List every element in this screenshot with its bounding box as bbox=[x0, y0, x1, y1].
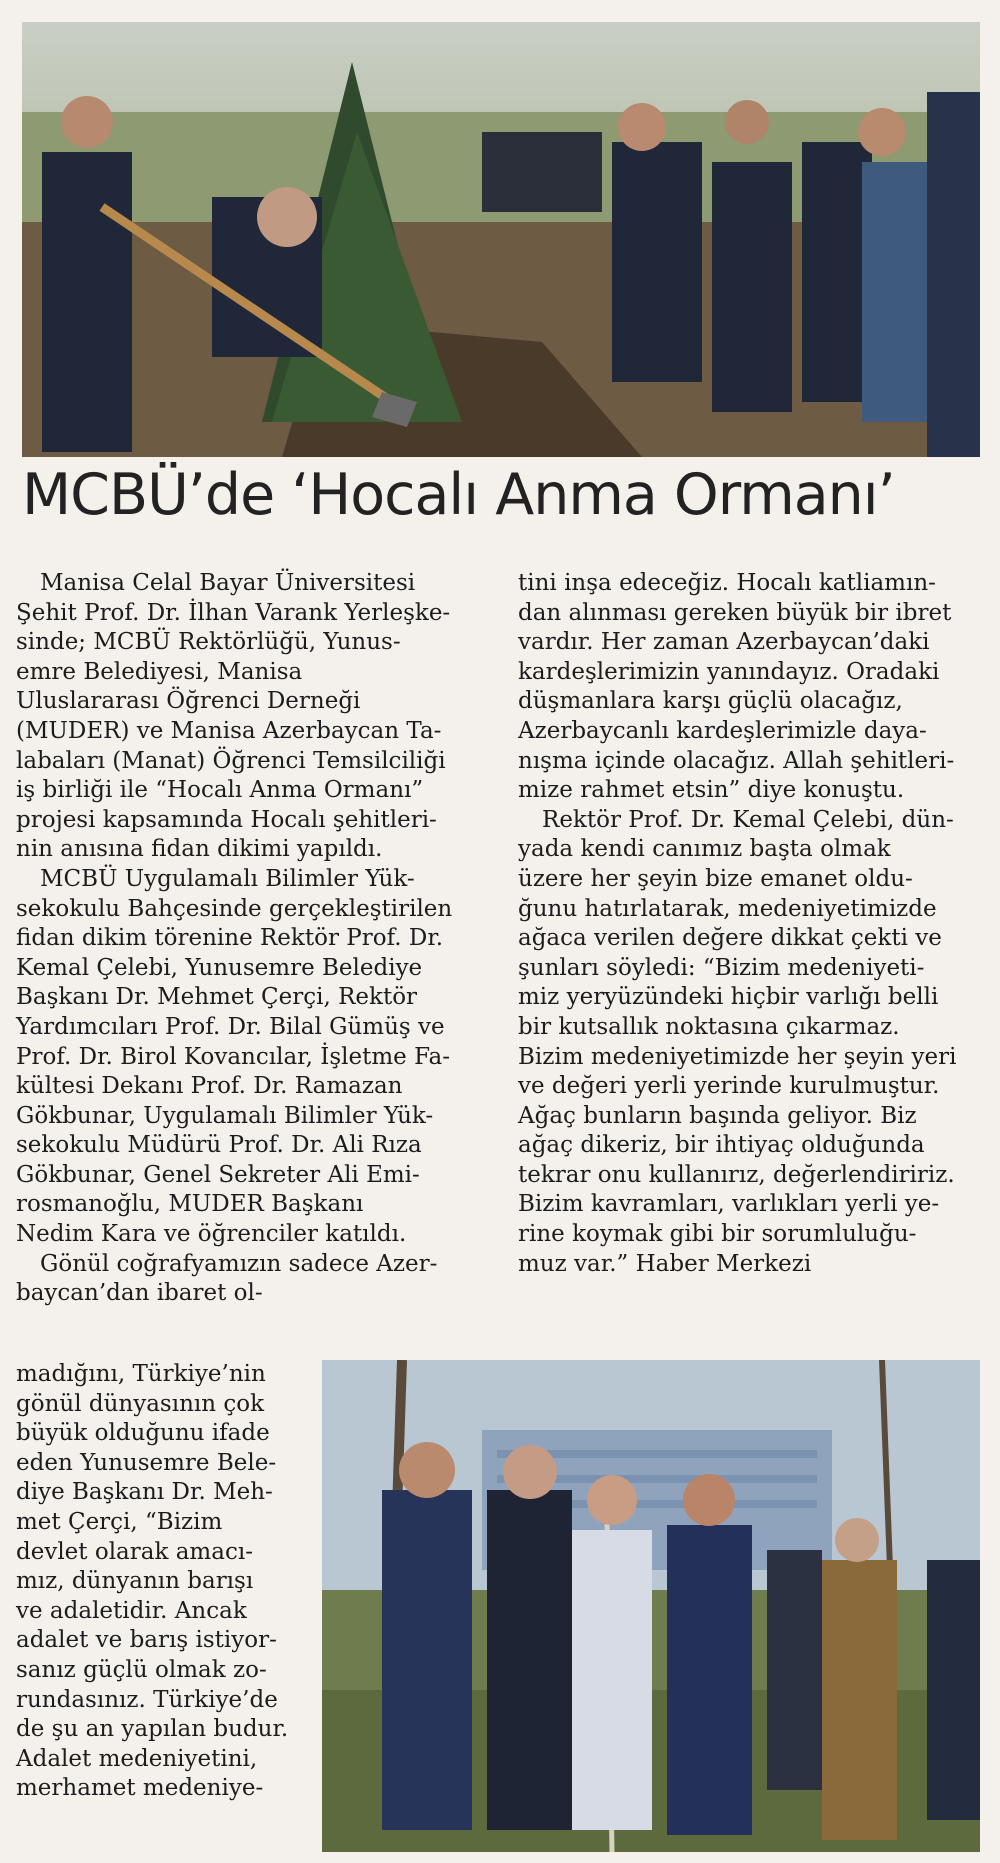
text-line: muz var.” Haber Merkezi bbox=[518, 1250, 812, 1277]
text-line: bir kutsallık noktasına çıkarmaz. bbox=[518, 1013, 900, 1040]
text-line: projesi kapsamında Hocalı şehitleri- bbox=[16, 806, 437, 833]
text-line: Şehit Prof. Dr. İlhan Varank Yerleşke- bbox=[16, 599, 451, 626]
text-line: Adalet medeniyetini, bbox=[16, 1745, 258, 1772]
text-line: Uluslararası Öğrenci Derneği bbox=[16, 688, 361, 715]
article-headline: MCBÜ’de ‘Hocalı Anma Ormanı’ bbox=[22, 462, 895, 528]
text-line: Rektör Prof. Dr. Kemal Çelebi, dün- bbox=[542, 806, 954, 833]
text-line: baycan’dan ibaret ol- bbox=[16, 1280, 263, 1307]
text-line: kardeşlerimizin yanındayız. Oradaki bbox=[518, 658, 940, 685]
text-line: nin anısına fidan dikimi yapıldı. bbox=[16, 836, 383, 863]
text-line: Bizim medeniyetimizde her şeyin yeri bbox=[518, 1043, 957, 1070]
text-line: merhamet medeniye- bbox=[16, 1775, 264, 1802]
text-line: mize rahmet etsin” diye konuştu. bbox=[518, 777, 905, 804]
text-line: dan alınması gereken büyük bir ibret bbox=[518, 599, 952, 626]
text-line: madığını, Türkiye’nin bbox=[16, 1361, 266, 1387]
text-line: ve adaletidir. Ancak bbox=[16, 1597, 247, 1624]
text-line: gönül dünyasının çok bbox=[16, 1390, 265, 1417]
text-line: şunları söyledi: “Bizim medeniyeti- bbox=[518, 954, 925, 981]
text-line: Kemal Çelebi, Yunusemre Belediye bbox=[16, 954, 423, 981]
text-line: sekokulu Bahçesinde gerçekleştirilen bbox=[16, 895, 453, 922]
text-line: rundasınız. Türkiye’de bbox=[16, 1686, 278, 1713]
text-line: eden Yunusemre Bele- bbox=[16, 1449, 277, 1476]
text-line: de şu an yapılan budur. bbox=[16, 1716, 289, 1743]
text-line: Bizim kavramları, varlıkları yerli ye- bbox=[518, 1191, 940, 1218]
text-line: sanız güçlü olmak zo- bbox=[16, 1656, 267, 1683]
text-line: sinde; MCBÜ Rektörlüğü, Yunus- bbox=[16, 629, 401, 656]
text-line: sekokulu Müdürü Prof. Dr. Ali Rıza bbox=[16, 1132, 422, 1159]
text-line: ğunu hatırlatarak, medeniyetimizde bbox=[518, 895, 937, 922]
text-line: ağaca verilen değere dikkat çekti ve bbox=[518, 925, 942, 952]
text-line: Gökbunar, Genel Sekreter Ali Emi- bbox=[16, 1161, 420, 1188]
text-line: Yardımcıları Prof. Dr. Bilal Gümüş ve bbox=[16, 1013, 445, 1040]
text-line: nışma içinde olacağız. Allah şehitleri- bbox=[518, 747, 955, 774]
text-line: düşmanlara karşı güçlü olacağız, bbox=[518, 688, 903, 715]
article-column-right bbox=[518, 569, 983, 1279]
text-line: Azerbaycanlı kardeşlerimizle daya- bbox=[518, 717, 927, 744]
photo-tree-planting bbox=[22, 22, 980, 457]
text-line: tekrar onu kullanırız, değerlendiririz. bbox=[518, 1161, 955, 1188]
text-line: rosmanoğlu, MUDER Başkanı bbox=[16, 1191, 364, 1218]
text-line: met Çerçi, “Bizim bbox=[16, 1508, 223, 1535]
text-line: yada kendi canımız başta olmak bbox=[518, 836, 891, 863]
text-line: vardır. Her zaman Azerbaycan’daki bbox=[518, 629, 930, 656]
text-line: MCBÜ Uygulamalı Bilimler Yük- bbox=[40, 865, 415, 892]
photo-officials-group bbox=[322, 1360, 980, 1852]
text-line: devlet olarak amacı- bbox=[16, 1538, 253, 1565]
text-line: ağaç dikeriz, bir ihtiyaç olduğunda bbox=[518, 1132, 925, 1159]
text-line: Gökbunar, Uygulamalı Bilimler Yük- bbox=[16, 1102, 434, 1129]
text-line: üzere her şeyin bize emanet oldu- bbox=[518, 865, 913, 892]
text-line: rine koymak gibi bir sorumluluğu- bbox=[518, 1221, 917, 1248]
text-line: iş birliği ile “Hocalı Anma Ormanı” bbox=[16, 777, 424, 804]
article-column-left bbox=[16, 569, 486, 1309]
text-line: Gönül coğrafyamızın sadece Azer- bbox=[40, 1250, 438, 1277]
text-line: adalet ve barış istiyor- bbox=[16, 1627, 277, 1654]
text-line: Prof. Dr. Birol Kovancılar, İşletme Fa- bbox=[16, 1043, 450, 1070]
text-line: miz yeryüzündeki hiçbir varlığı belli bbox=[518, 984, 939, 1011]
text-line: ve değeri yerli yerinde kurulmuştur. bbox=[518, 1073, 940, 1100]
text-line: Nedim Kara ve öğrenciler katıldı. bbox=[16, 1221, 407, 1248]
text-line: Başkanı Dr. Mehmet Çerçi, Rektör bbox=[16, 984, 418, 1011]
text-line: kültesi Dekanı Prof. Dr. Ramazan bbox=[16, 1073, 403, 1100]
text-line: (MUDER) ve Manisa Azerbaycan Ta- bbox=[16, 717, 442, 744]
text-line: emre Belediyesi, Manisa bbox=[16, 658, 303, 685]
text-line: fidan dikim törenine Rektör Prof. Dr. bbox=[16, 925, 444, 952]
text-line: tini inşa edeceğiz. Hocalı katliamın- bbox=[518, 570, 936, 596]
text-line: mız, dünyanın barışı bbox=[16, 1568, 254, 1595]
text-line: diye Başkanı Dr. Meh- bbox=[16, 1479, 273, 1506]
article-column-narrow bbox=[16, 1360, 316, 1804]
text-line: büyük olduğunu ifade bbox=[16, 1420, 270, 1447]
text-line: labaları (Manat) Öğrenci Temsilciliği bbox=[16, 747, 446, 774]
text-line: Manisa Celal Bayar Üniversitesi bbox=[40, 570, 416, 596]
text-line: Ağaç bunların başında geliyor. Biz bbox=[518, 1102, 917, 1129]
